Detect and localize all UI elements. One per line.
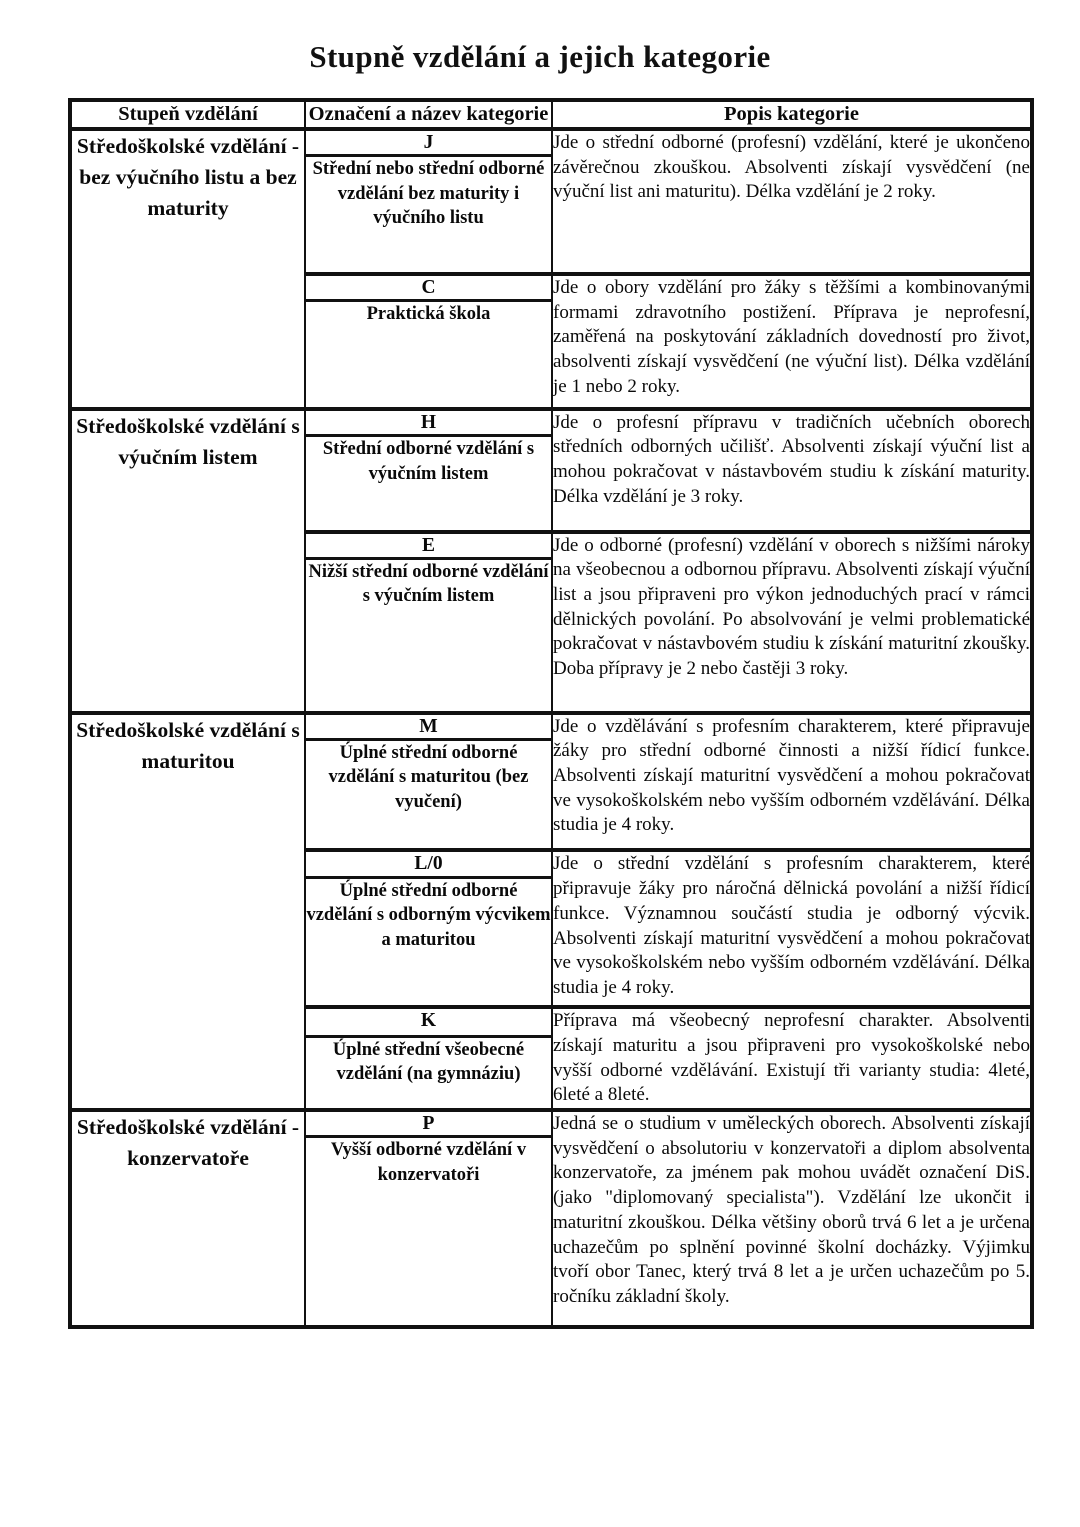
category-name: Střední odborné vzdělání s výučním listem [305, 436, 552, 532]
category-description: Příprava má všeobecný neprofesní charakter. Absolventi získají maturitu a jsou připraveni pro vysokoškolské nebo vyšší odborné vzdělávání. Existují tři varianty studia: 4leté, 6leté a 8leté. [552, 1007, 1032, 1110]
column-header-level: Stupeň vzdělání [70, 100, 305, 129]
category-description: Jde o střední vzdělání s profesním charakterem, které připravuje žáky pro náročná dělnická povolání a nižší řídicí funkce. Významnou součástí studia je odborný výcvik. Absolventi získají maturitní vysvědčení a mohou pokračovat ve vysokoškolském nebo vyšším odborném vzdělávání. Délka studia je 4 roky. [552, 850, 1032, 1007]
category-description: Jde o odborné (profesní) vzdělání v oborech s nižšími nároky na všeobecnou a odbornou přípravu. Absolventi získají výuční list a jsou připraveni pro výkon jednoduchých prací v rámci dělnických povolání. Po absolvování je velmi problematické pokračovat v nástavbovém studiu k získání maturitní zkoušky. Doba přípravy je 2 nebo častěji 3 roky. [552, 532, 1032, 713]
level-cell: Středoškolské vzdělání s výučním listem [70, 409, 305, 713]
table-row [70, 1110, 1032, 1137]
level-cell: Středoškolské vzdělání - konzervatoře [70, 1110, 305, 1327]
table-header-row [70, 100, 1032, 129]
category-code: H [305, 409, 552, 436]
education-levels-table [68, 98, 1034, 1329]
category-description: Jedná se o studium v uměleckých oborech. Absolventi získají vysvědčení o absolutoriu v konzervatoři a diplom absolventa konzervatoře, za jménem pak mohou uvádět označení DiS. (jako "diplomovaný specialista"). Vzdělání lze ukončit i maturitní zkouškou. Délka většiny oborů trvá 6 let a je určena uchazečům po splnění povinné školní docházky. Výjimku tvoří obor Tanec, který trvá 8 let a je určen uchazečům po 5. ročníku základní školy. [552, 1110, 1032, 1327]
education-levels-table-wrap [68, 98, 1030, 1329]
category-name: Úplné střední všeobecné vzdělání (na gymnáziu) [305, 1036, 552, 1110]
category-description: Jde o vzdělávání s profesním charakterem, které připravuje žáky pro střední odborné činnosti a nižší řídicí funkce. Absolventi získají maturitní vysvědčení a mohou pokračovat ve vysokoškolském nebo vyšším odborném vzdělávání. Délka studia je 4 roky. [552, 713, 1032, 851]
category-name: Nižší střední odborné vzdělání s výučním listem [305, 559, 552, 713]
category-code: M [305, 713, 552, 740]
category-name: Praktická škola [305, 301, 552, 409]
category-code: L/0 [305, 850, 552, 877]
category-name: Střední nebo střední odborné vzdělání bez maturity i výučního listu [305, 156, 552, 274]
category-description: Jde o střední odborné (profesní) vzdělání, které je ukončeno závěrečnou zkouškou. Absolventi získají vysvědčení (ne výuční list ani maturitu). Délka vzdělání je 2 roky. [552, 129, 1032, 274]
column-header-category: Označení a název kategorie [305, 100, 552, 129]
category-name: Úplné střední odborné vzdělání s maturitou (bez vyučení) [305, 739, 552, 850]
table-row [70, 713, 1032, 740]
table-row [70, 129, 1032, 156]
table-row [70, 409, 1032, 436]
page-title: Stupně vzdělání a jejich kategorie [309, 39, 771, 74]
category-code: K [305, 1007, 552, 1036]
category-code: P [305, 1110, 552, 1137]
category-description: Jde o profesní přípravu v tradičních učebních oborech středních odborných učilišť. Absolventi získají výuční list a mohou pokračovat v nástavbovém studiu k získání maturity. Délka vzdělání je 3 roky. [552, 409, 1032, 532]
category-name: Úplné střední odborné vzdělání s odborným výcvikem a maturitou [305, 877, 552, 1007]
category-code: C [305, 274, 552, 301]
category-code: E [305, 532, 552, 559]
category-description: Jde o obory vzdělání pro žáky s těžšími a kombinovanými formami zdravotního postižení. Příprava je neprofesní, zaměřená na poskytování základních dovedností pro život, absolventi získají vysvědčení (ne výuční list). Délka vzdělání je 1 nebo 2 roky. [552, 274, 1032, 409]
level-cell: Středoškolské vzdělání - bez výučního listu a bez maturity [70, 129, 305, 409]
column-header-description: Popis kategorie [552, 100, 1032, 129]
category-name: Vyšší odborné vzdělání v konzervatoři [305, 1137, 552, 1327]
category-code: J [305, 129, 552, 156]
level-cell: Středoškolské vzdělání s maturitou [70, 713, 305, 1111]
